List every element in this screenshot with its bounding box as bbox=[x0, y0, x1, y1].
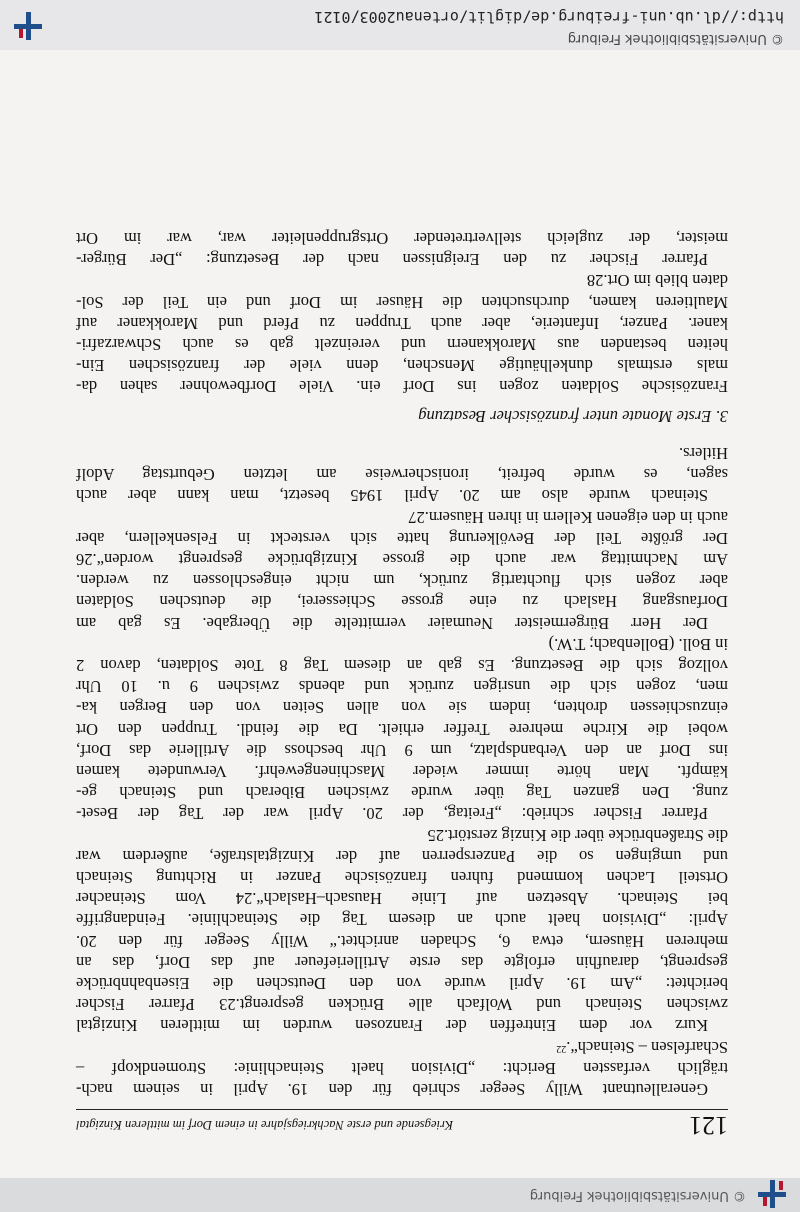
paragraph bbox=[76, 443, 728, 507]
text-line: Kurz vor dem Eintreffen der Franzosen wurden im mittleren Kinzigtal bbox=[76, 1016, 708, 1036]
text-line: einzuschiessen drohten, indem sie von allen Seiten von den Bergen ka- bbox=[76, 698, 728, 718]
text-line: die Straßenbrücke über die Kinzig zerstört.25 bbox=[427, 825, 728, 845]
text-line: träglich verfassten Bericht: „Division haelt Steinachlinie: Stromendkopf – bbox=[76, 1058, 728, 1078]
text-line: in Boll. (Bollenbach; T.W.) bbox=[548, 634, 728, 654]
library-copyright: © Universitätsbibliothek Freiburg bbox=[529, 1188, 746, 1203]
running-head: Kriegsende und erste Nachkriegsjahre in einem Dorf im mittleren Kinzigtal bbox=[76, 1118, 454, 1132]
text-line: mehreren Häusern, etwa 6, Schaden anrichtet.“ Willy Seeger für den 20. bbox=[76, 931, 728, 951]
text-line: meister, der zugleich stellvertretender Ortsgruppenleiter war, war im Ort bbox=[76, 229, 728, 249]
text-line: men, zogen sich die unsrigen zurück und abends zwischen 9 u. 10 Uhr bbox=[76, 677, 728, 697]
text-line: zwischen Steinach und Wolfach alle Brücken gesprengt.23 Pfarrer Fischer bbox=[76, 995, 728, 1015]
text-line: kaner. Panzer, Infanterie, aber auch Truppen zu Pferd und Marokkaner auf bbox=[76, 313, 728, 333]
text-line: Der größte Teil der Bevölkerung hatte sich versteckt in Felsenkellern, aber bbox=[76, 528, 728, 548]
text-line: Französische Soldaten zogen ins Dorf ein. Viele Dorfbewohner sahen da- bbox=[76, 377, 728, 397]
footnote-ref: 22 bbox=[556, 1042, 567, 1054]
text-line: Maultieren kamen, durchsuchten die Häuser im Dorf und ein Teil der Sol- bbox=[76, 292, 728, 312]
paragraph bbox=[76, 634, 728, 825]
library-copyright: © Universitätsbibliothek Freiburg bbox=[567, 31, 784, 46]
page-header bbox=[76, 1110, 728, 1140]
text-line: Steinach wurde also am 20. April 1945 besetzt, man kann aber auch bbox=[76, 486, 708, 506]
text-line: Der Herr Bürgermeister Neumaier vermittelte die Übergabe. Es gab am bbox=[76, 613, 708, 633]
paragraph bbox=[76, 270, 728, 397]
text-line: Am Nachmittag war auch die grosse Kinzigbrücke gesprengt worden“.26 bbox=[76, 549, 728, 569]
ub-freiburg-logo-icon bbox=[758, 1180, 786, 1208]
text-line: Dorfausgang Haslach zu eine grosse Schiesserei, die deutschen Soldaten bbox=[76, 592, 728, 612]
text-line: gesprengt, daraufhin erfolgte das erste Artilleriefeuer auf das Dorf, das an bbox=[76, 952, 728, 972]
text-line: Ortsteil Lachen kommend fuhren französische Panzer in Richtung Steinach bbox=[76, 867, 728, 887]
section-heading: 3. Erste Monate unter französischer Besatzung bbox=[418, 406, 728, 426]
text-line: heiten bestanden aus Marokkanern und vereinzelt gab es auch Schwarzafri- bbox=[76, 335, 728, 355]
text-line: mals erstmals dunkelhäutige Menschen, denn viele der französischen Ein- bbox=[76, 356, 728, 376]
paragraph bbox=[76, 824, 728, 1036]
text-line: aber zogen sich fluchtartig zurück, um nicht eingeschlossen zu werden. bbox=[76, 571, 728, 591]
text-line: berichtet: „Am 19. April wurde von den Deutschen die Eisenbahnbrücke bbox=[76, 973, 728, 993]
bottom-bar bbox=[0, 0, 800, 50]
source-url-link[interactable]: http://dl.ub.uni-freiburg.de/diglit/ortenau2003/0121 bbox=[314, 8, 784, 26]
text-line: Generalleutnant Willy Seeger schrieb für den 19. April in seinem nach- bbox=[76, 1080, 708, 1099]
text-line: Pfarrer Fischer zu den Ereignissen nach der Besetzung: „Der Bürger- bbox=[76, 250, 708, 270]
text-line: sagen, es wurde befreit, ironischerweise am letzten Geburtstag Adolf bbox=[76, 465, 728, 485]
text-line: wobei die Kirche mehrere Treffer erhielt. Da die feindl. Truppen den Ort bbox=[76, 719, 728, 739]
text-line: daten blieb im Ort.28 bbox=[586, 271, 728, 291]
text-line: kämpft. Man hörte immer wieder Maschinengewehrf. Verwundete kamen bbox=[76, 761, 728, 781]
text-line: und umgingen so die Panzersperren auf der Kinzigtalstraße, außerdem war bbox=[76, 846, 728, 866]
text-line bbox=[76, 1036, 728, 1057]
text-line: Pfarrer Fischer schrieb: „Freitag, der 20. April war der Tag der Beset- bbox=[76, 804, 708, 824]
text-line: zung. Den ganzen Tag über wurde zwischen Biberach und Steinach ge- bbox=[76, 783, 728, 803]
line-text: Scharfelsen – Steinach“. bbox=[566, 1037, 728, 1057]
text-line: ins Dorf an den Verbandsplatz, um 9 Uhr beschoss die Artillerie das Dorf, bbox=[76, 740, 728, 760]
text-line: Hitlers. bbox=[678, 443, 728, 463]
page-body bbox=[76, 228, 728, 1100]
top-bar bbox=[0, 1178, 800, 1212]
header-rule bbox=[76, 1109, 728, 1110]
text-line: vollzog sich die Besetzung. Es gab an diesem Tag 8 Tote Soldaten, davon 2 bbox=[76, 655, 728, 675]
text-line: bei Steinach. Absetzen auf Linie Hausach–Haslach“.24 Vom Steinacher bbox=[76, 889, 728, 909]
paragraph bbox=[76, 228, 728, 270]
text-line: April: „Division haelt auch an diesem Tag die Steinachlinie. Feindangriffe bbox=[76, 910, 728, 930]
page-number: 121 bbox=[689, 1111, 728, 1140]
text-line: auch in den eigenen Kellern in ihren Häusern.27 bbox=[408, 507, 728, 527]
paragraph bbox=[76, 506, 728, 633]
ub-freiburg-logo-icon bbox=[14, 12, 42, 40]
paragraph bbox=[76, 1036, 728, 1100]
